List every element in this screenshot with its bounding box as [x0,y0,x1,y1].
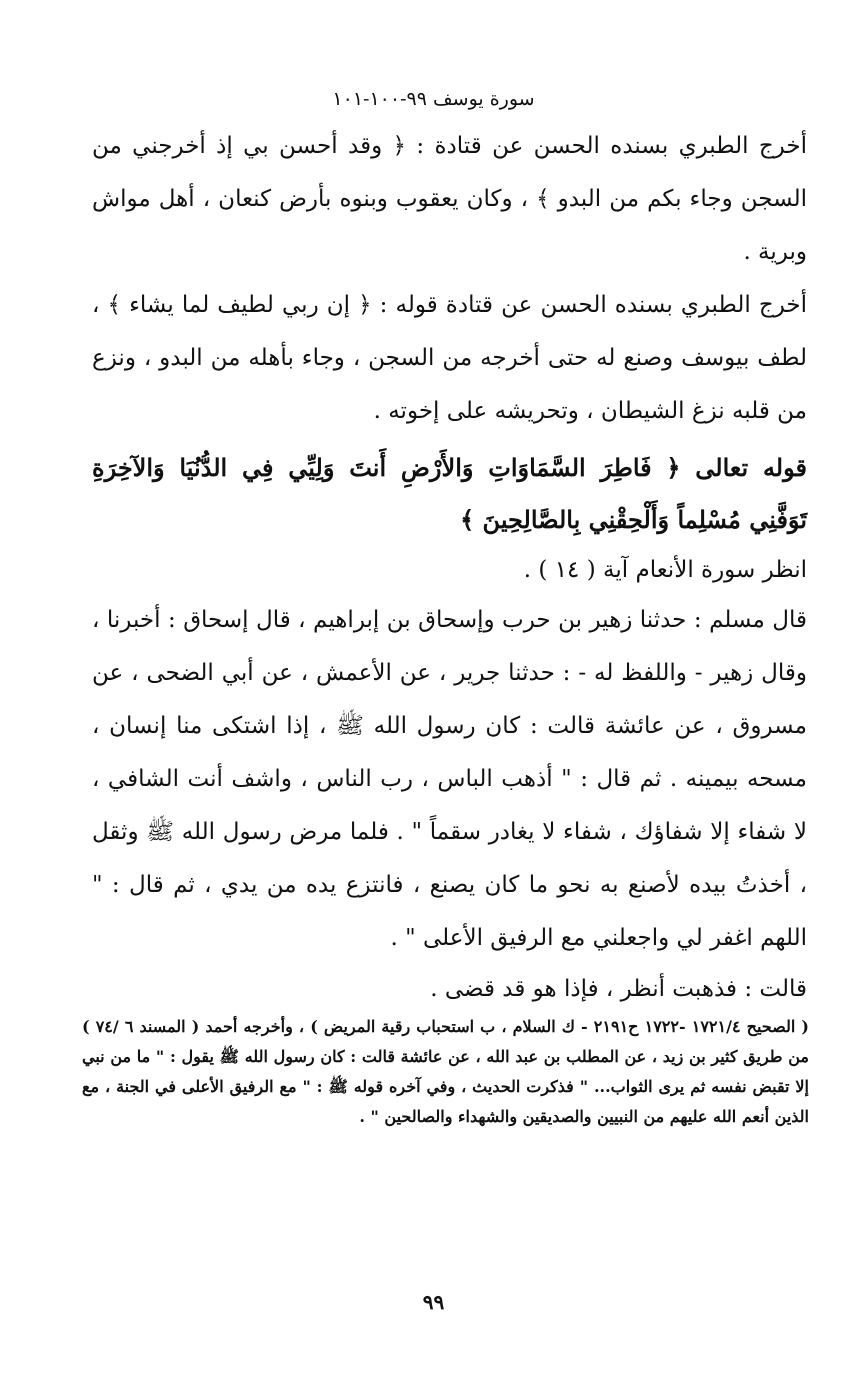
verse-heading: قوله تعالى ﴿ فَاطِرَ السَّمَاوَاتِ وَالأَرْضِ أَنتَ وَلِيِّي فِي الدُّنُيَا وَالآخِرَةِ تَوَفَّنِي مُسْلِماً وَأَلْحِقْنِي بِالصَّالِحِينَ ﴾ [92,453,807,534]
paragraph-tabari-qatada-1: أخرج الطبري بسنده الحسن عن قتادة : ﴿ وقد أحسن بي إذ أخرجني من السجن وجاء بكم من البدو ﴾ ، وكان يعقوب وبنوه بأرض كنعان ، أهل مواش وبرية . [92,133,807,265]
running-head: سورة يوسف ٩٩-١٠٠-١٠١ [332,88,535,110]
hadith-paragraph: قال مسلم : حدثنا زهير بن حرب وإسحاق بن إبراهيم ، قال إسحاق : أخبرنا ، وقال زهير - واللفظ له - : حدثنا جرير ، عن الأعمش ، عن أبي الضحى ، عن مسروق ، عن عائشة قالت : كان رسول الله ﷺ ، إذا اشتكى منا إنسان ، مسحه بيمينه . ثم قال : " أذهب الباس ، رب الناس ، واشف أنت الشافي ، لا شفاء إلا شفاؤك ، شفاء لا يغادر سقماً " . فلما مرض رسول الله ﷺ وثقل ، أخذتُ بيده لأصنع به نحو ما كان يصنع ، فانتزع يده من يدي ، ثم قال : " اللهم اغفر لي واجعلني مع الرفيق الأعلى " . [92,607,807,951]
main-text [92,120,807,1013]
closing-line: قالت : فذهبت أنظر ، فإذا هو قد قضى . [430,976,807,1002]
page-number: ٩٩ [422,1290,445,1314]
paragraph-tabari-qatada-2: أخرج الطبري بسنده الحسن عن قتادة قوله : ﴿ إن ربي لطيف لما يشاء ﴾ ، لطف بيوسف وصنع له حتى أخرجه من السجن ، وجاء بأهله من البدو ، ونزع من قلبه نزغ الشيطان ، وتحريشه على إخوته . [92,292,807,424]
cross-reference: انظر سورة الأنعام آية ( ١٤ ) . [523,557,807,583]
footnote: ( الصحيح ١٧٢١/٤ -١٧٢٢ ح٢١٩١ - ك السلام ، ب استحباب رقية المريض ) ، وأخرجه أحمد ( المسند ٦ /٧٤ ) من طريق كثير بن زيد ، عن المطلب بن عبد الله ، عن عائشة قالت : كان رسول الله ﷺ يقول : " ما من نبي إلا تقبض نفسه ثم يرى الثواب... " فذكرت الحديث ، وفي آخره قوله ﷺ : " مع الرفيق الأعلى في الجنة ، مع الذين أنعم الله عليهم من النبيين والصديقين والشهداء والصالحين " . [82,1017,810,1126]
footnote-block [82,1012,809,1132]
